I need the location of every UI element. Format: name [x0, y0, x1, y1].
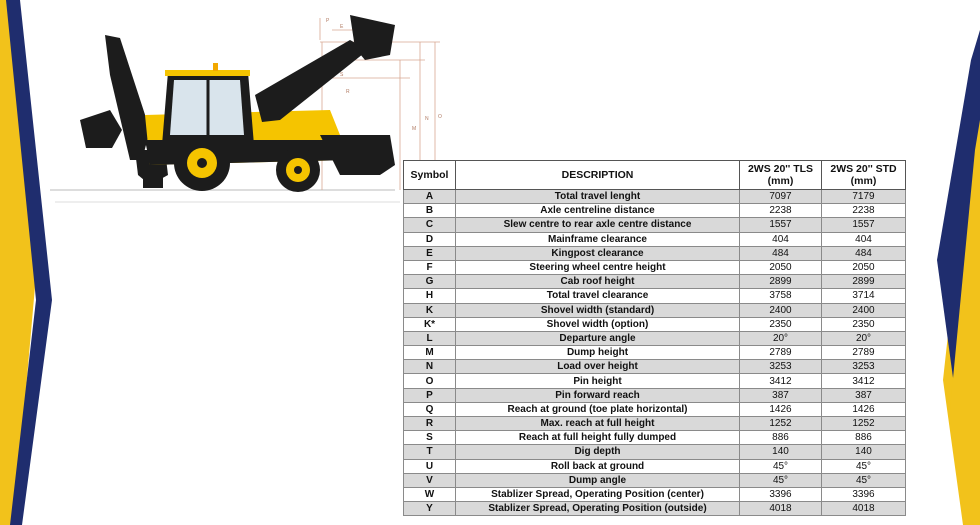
cell-std: 2899 [822, 275, 906, 289]
cell-tls: 404 [740, 232, 822, 246]
header-symbol: Symbol [404, 161, 456, 190]
table-row [404, 487, 906, 501]
cell-description: Slew centre to rear axle centre distance [456, 218, 740, 232]
cell-std: 484 [822, 246, 906, 260]
cell-std: 45° [822, 459, 906, 473]
cell-symbol: A [404, 190, 456, 204]
cell-description: Departure angle [456, 331, 740, 345]
table-row [404, 402, 906, 416]
cell-tls: 2238 [740, 204, 822, 218]
table-row [404, 346, 906, 360]
cell-description: Pin forward reach [456, 388, 740, 402]
cell-symbol: W [404, 487, 456, 501]
cell-symbol: O [404, 374, 456, 388]
cell-symbol: K [404, 303, 456, 317]
table-row [404, 246, 906, 260]
specification-table [403, 160, 906, 516]
header-tls [740, 161, 822, 190]
dim-label-n: N [425, 116, 429, 122]
dim-label-m: M [412, 126, 417, 132]
cell-description: Reach at ground (toe plate horizontal) [456, 402, 740, 416]
cell-symbol: R [404, 417, 456, 431]
header-tls-line1: 2WS 20'' TLS [747, 163, 814, 175]
cell-description: Reach at full height fully dumped [456, 431, 740, 445]
cell-description: Load over height [456, 360, 740, 374]
cell-std: 140 [822, 445, 906, 459]
cell-description: Stablizer Spread, Operating Position (outside) [456, 502, 740, 516]
cell-description: Axle centreline distance [456, 204, 740, 218]
table-row [404, 331, 906, 345]
cell-description: Dig depth [456, 445, 740, 459]
cell-description: Pin height [456, 374, 740, 388]
dim-label-o: O [438, 114, 442, 120]
cell-tls: 2400 [740, 303, 822, 317]
cell-description: Total travel lenght [456, 190, 740, 204]
table-row [404, 360, 906, 374]
cell-symbol: P [404, 388, 456, 402]
cell-std: 1426 [822, 402, 906, 416]
table-row [404, 260, 906, 274]
cell-description: Max. reach at full height [456, 417, 740, 431]
table-row [404, 218, 906, 232]
cell-description: Stablizer Spread, Operating Position (center) [456, 487, 740, 501]
dim-label-s: S [340, 72, 344, 78]
table-row [404, 374, 906, 388]
cell-tls: 45° [740, 459, 822, 473]
table-row [404, 388, 906, 402]
cell-tls: 886 [740, 431, 822, 445]
cell-tls: 2789 [740, 346, 822, 360]
header-std [822, 161, 906, 190]
cell-symbol: H [404, 289, 456, 303]
cell-tls: 2050 [740, 260, 822, 274]
header-std-line2: (mm) [850, 175, 877, 187]
cell-std: 3714 [822, 289, 906, 303]
cell-std: 1252 [822, 417, 906, 431]
cell-description: Shovel width (option) [456, 317, 740, 331]
table-row [404, 473, 906, 487]
cell-description: Steering wheel centre height [456, 260, 740, 274]
backhoe-arm [80, 35, 168, 188]
cell-tls: 3758 [740, 289, 822, 303]
front-wheel [276, 148, 320, 192]
cell-std: 2789 [822, 346, 906, 360]
cell-tls: 484 [740, 246, 822, 260]
cell-std: 45° [822, 473, 906, 487]
rear-wheel [174, 135, 230, 191]
header-std-line1: 2WS 20'' STD [830, 163, 897, 175]
cell-symbol: T [404, 445, 456, 459]
cell-tls: 3253 [740, 360, 822, 374]
cell-std: 387 [822, 388, 906, 402]
cell-symbol: U [404, 459, 456, 473]
table-row [404, 303, 906, 317]
cell-std: 2238 [822, 204, 906, 218]
cell-std: 3396 [822, 487, 906, 501]
backhoe-loader-diagram [50, 0, 450, 205]
cell-description: Roll back at ground [456, 459, 740, 473]
cell-std: 2400 [822, 303, 906, 317]
cell-description: Total travel clearance [456, 289, 740, 303]
cell-tls: 140 [740, 445, 822, 459]
cell-tls: 387 [740, 388, 822, 402]
cell-std: 2350 [822, 317, 906, 331]
dim-label-p: P [326, 18, 330, 24]
table-row [404, 204, 906, 218]
cell-symbol: S [404, 431, 456, 445]
cell-std: 1557 [822, 218, 906, 232]
cell-symbol: F [404, 260, 456, 274]
cell-symbol: D [404, 232, 456, 246]
cell-description: Cab roof height [456, 275, 740, 289]
cell-tls: 3396 [740, 487, 822, 501]
cell-tls: 3412 [740, 374, 822, 388]
cell-tls: 45° [740, 473, 822, 487]
table-row [404, 445, 906, 459]
cell-tls: 1557 [740, 218, 822, 232]
header-tls-line2: (mm) [767, 175, 794, 187]
dim-label-r: R [346, 89, 350, 95]
table-header-row [404, 161, 906, 190]
cell-std: 7179 [822, 190, 906, 204]
right-decorative-stripes [935, 0, 980, 525]
cell-tls: 20° [740, 331, 822, 345]
table-row [404, 459, 906, 473]
cell-symbol: G [404, 275, 456, 289]
cell-description: Dump height [456, 346, 740, 360]
table-row [404, 289, 906, 303]
cell-symbol: L [404, 331, 456, 345]
table-row [404, 317, 906, 331]
cell-std: 886 [822, 431, 906, 445]
cell-std: 3412 [822, 374, 906, 388]
cell-description: Dump angle [456, 473, 740, 487]
table-row [404, 190, 906, 204]
cell-symbol: N [404, 360, 456, 374]
cell-symbol: E [404, 246, 456, 260]
cell-std: 3253 [822, 360, 906, 374]
cell-description: Shovel width (standard) [456, 303, 740, 317]
cell-std: 404 [822, 232, 906, 246]
cell-symbol: Y [404, 502, 456, 516]
header-description: DESCRIPTION [456, 161, 740, 190]
cell-symbol: C [404, 218, 456, 232]
table-row [404, 232, 906, 246]
cell-symbol: M [404, 346, 456, 360]
cell-symbol: Q [404, 402, 456, 416]
cell-symbol: K* [404, 317, 456, 331]
table-row [404, 417, 906, 431]
cell-std: 2050 [822, 260, 906, 274]
table-row [404, 502, 906, 516]
cell-description: Kingpost clearance [456, 246, 740, 260]
beacon-light [213, 63, 218, 71]
cell-tls: 7097 [740, 190, 822, 204]
cell-symbol: B [404, 204, 456, 218]
cell-tls: 2350 [740, 317, 822, 331]
table-row [404, 431, 906, 445]
cell-tls: 1252 [740, 417, 822, 431]
cell-tls: 1426 [740, 402, 822, 416]
cell-tls: 4018 [740, 502, 822, 516]
cell-std: 4018 [822, 502, 906, 516]
cell-tls: 2899 [740, 275, 822, 289]
dim-label-e: E [340, 24, 344, 30]
cell-symbol: V [404, 473, 456, 487]
table-row [404, 275, 906, 289]
cell-std: 20° [822, 331, 906, 345]
cell-description: Mainframe clearance [456, 232, 740, 246]
